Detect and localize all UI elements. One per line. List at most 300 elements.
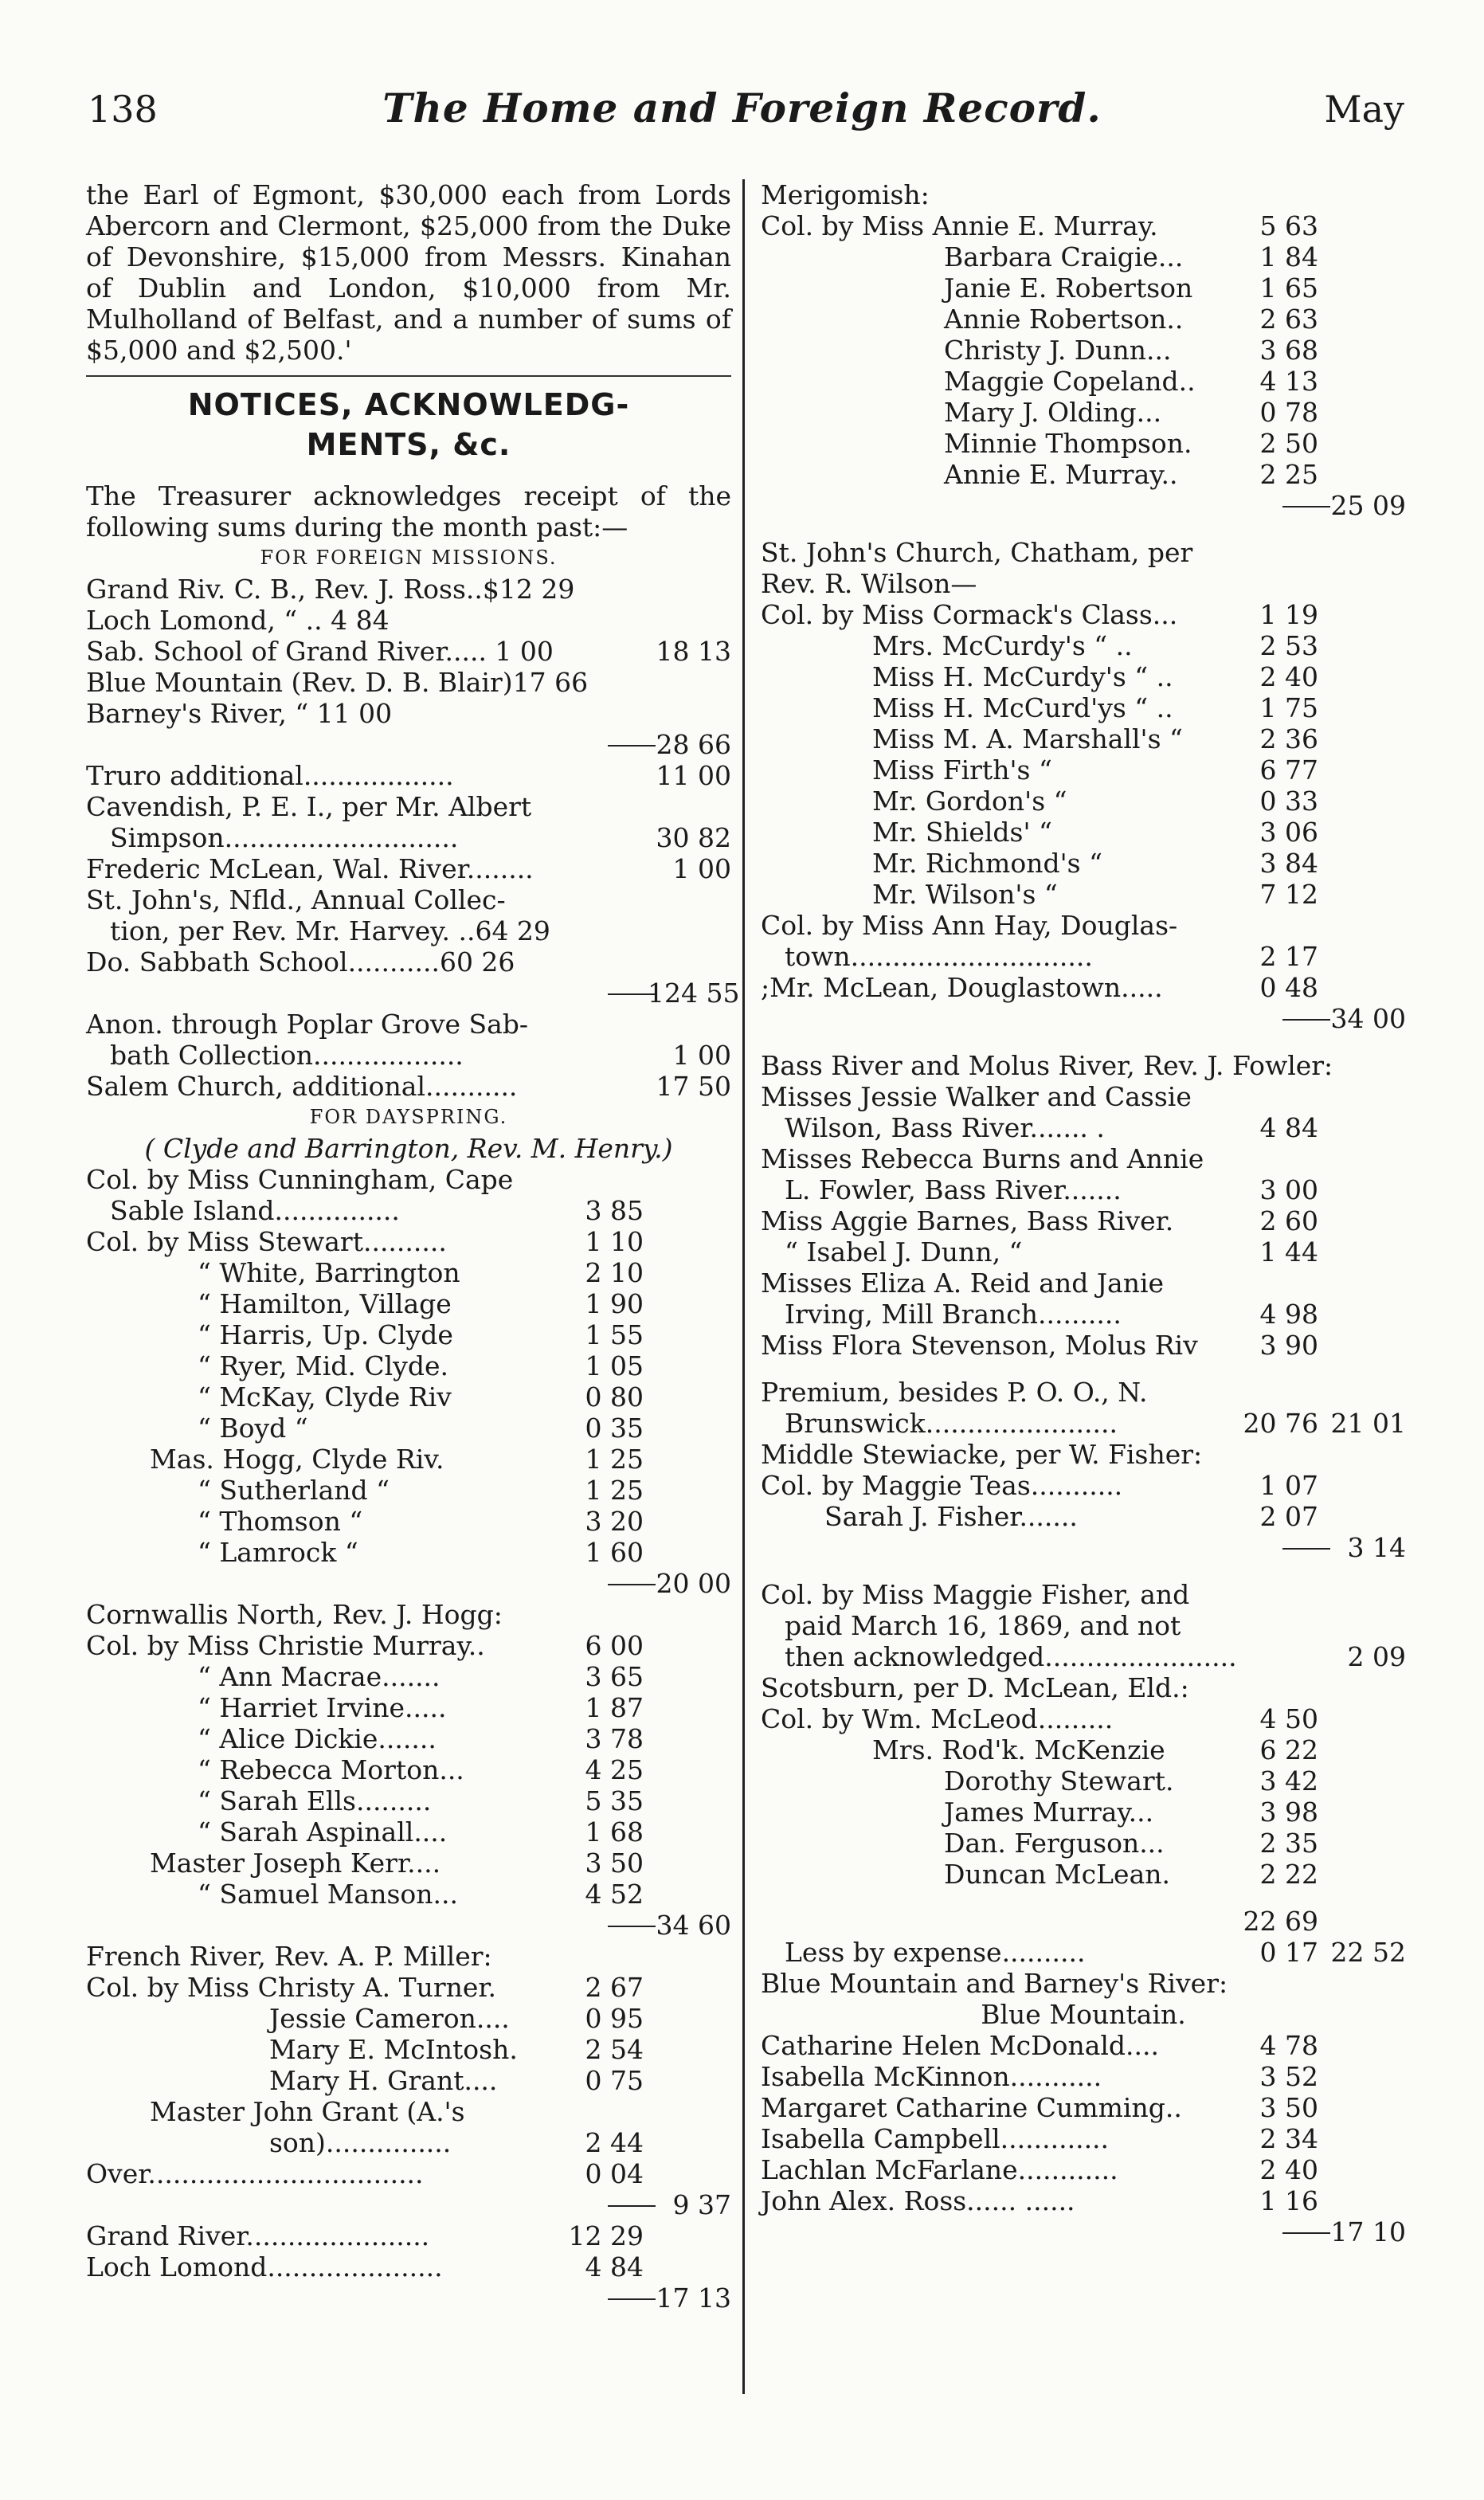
ledger-row xyxy=(761,1579,1406,1610)
ledger-row xyxy=(86,1195,731,1226)
ledger-row xyxy=(86,1257,731,1288)
row-label: Miss Flora Stevenson, Molus Riv xyxy=(761,1330,1198,1361)
amount: 0 17 xyxy=(1259,1937,1318,1968)
row-label: “ White, Barrington xyxy=(198,1257,460,1288)
amount: 2 35 xyxy=(1259,1828,1318,1859)
row-label: then acknowledged....................... xyxy=(785,1641,1237,1672)
ledger-row xyxy=(761,630,1406,661)
ledger-row xyxy=(761,1377,1406,1408)
row-label: Mary E. McIntosh. xyxy=(269,2034,518,2065)
ledger-row xyxy=(761,1968,1406,1999)
ledger-row xyxy=(761,1734,1406,1765)
subsection-title xyxy=(761,1999,1406,2030)
total-amount: 17 13 xyxy=(656,2283,731,2314)
amount: 4 13 xyxy=(1259,366,1318,397)
ledger-row xyxy=(761,1268,1406,1299)
subtotal-row xyxy=(86,1910,731,1941)
ledger-row xyxy=(761,1205,1406,1236)
section-heading: MENTS, &c. xyxy=(306,427,511,462)
ledger-row xyxy=(761,272,1406,304)
ledger-row xyxy=(86,915,731,946)
row-label: “ Lamrock “ xyxy=(198,1537,358,1568)
row-label: Irving, Mill Branch.......... xyxy=(785,1299,1122,1330)
ledger-row xyxy=(86,1941,731,1972)
ledger-row xyxy=(761,817,1406,848)
amount: 1 84 xyxy=(1259,241,1318,272)
amount: 0 48 xyxy=(1259,972,1318,1003)
amount: 2 22 xyxy=(1259,1859,1318,1890)
amount: 0 35 xyxy=(585,1413,644,1444)
row-label: Rev. R. Wilson— xyxy=(761,568,977,599)
total-amount: 34 60 xyxy=(656,1910,731,1941)
ledger-row xyxy=(86,1071,731,1102)
ledger-row xyxy=(86,1630,731,1661)
row-label: Col. by Miss Annie E. Murray. xyxy=(761,210,1158,241)
ledger-row xyxy=(761,1470,1406,1501)
ledger-row xyxy=(761,537,1406,568)
amount: 0 80 xyxy=(585,1381,644,1413)
ledger-row xyxy=(761,1050,1406,1081)
row-label: Barney's River, “ 11 00 xyxy=(86,698,393,729)
amount: 3 84 xyxy=(1259,848,1318,879)
row-label: St. John's Church, Chatham, per xyxy=(761,537,1193,568)
amount: 2 36 xyxy=(1259,723,1318,754)
row-label: “ Sarah Ells......... xyxy=(198,1785,432,1816)
row-label: Anon. through Poplar Grove Sab- xyxy=(86,1009,529,1040)
total-amount: 9 37 xyxy=(672,2189,731,2220)
amount: 3 52 xyxy=(1259,2061,1318,2092)
subtotal-row xyxy=(86,2283,731,2314)
ledger-row xyxy=(86,1288,731,1319)
row-label: bath Collection.................. xyxy=(110,1040,464,1071)
paragraph: The Treasurer acknowledges receipt of the following sums during the month past:— xyxy=(86,480,731,543)
column-divider xyxy=(742,179,745,2394)
section-heading: NOTICES, ACKNOWLEDG- xyxy=(187,387,630,422)
ledger-row xyxy=(86,2220,731,2251)
amount: 4 84 xyxy=(585,2251,644,2283)
amount: 4 78 xyxy=(1259,2030,1318,2061)
row-label: Maggie Copeland.. xyxy=(944,366,1196,397)
issue-month: May xyxy=(1324,88,1404,131)
row-label: Catharine Helen McDonald.... xyxy=(761,2030,1160,2061)
ledger-row xyxy=(86,2127,731,2158)
ledger-row xyxy=(761,1143,1406,1174)
ledger-row xyxy=(86,1754,731,1785)
ledger-row xyxy=(86,1599,731,1630)
ledger-row xyxy=(761,1906,1406,1937)
amount: 2 53 xyxy=(1259,630,1318,661)
ledger-row xyxy=(86,1816,731,1848)
ledger-row xyxy=(761,568,1406,599)
amount: 1 07 xyxy=(1259,1470,1318,1501)
ledger-row xyxy=(86,698,731,729)
ledger-row xyxy=(86,1848,731,1879)
row-label: Cornwallis North, Rev. J. Hogg: xyxy=(86,1599,503,1630)
row-label: Dorothy Stewart. xyxy=(944,1765,1174,1797)
row-label: Mr. Wilson's “ xyxy=(872,879,1058,910)
row-label: Sab. School of Grand River..... 1 00 xyxy=(86,636,554,667)
total-amount: 22 52 xyxy=(1330,1937,1406,1968)
page-header xyxy=(0,0,1484,139)
row-label: Col. by Wm. McLeod......... xyxy=(761,1703,1114,1734)
row-label: Annie Robertson.. xyxy=(944,304,1184,335)
total-amount: 30 82 xyxy=(656,822,731,853)
amount: 4 98 xyxy=(1259,1299,1318,1330)
row-label: son)............... xyxy=(269,2127,452,2158)
total-amount: 34 00 xyxy=(1330,1003,1406,1034)
row-label: Janie E. Robertson xyxy=(944,272,1193,304)
row-label: Loch Lomond, “ .. 4 84 xyxy=(86,605,390,636)
row-label: “ McKay, Clyde Riv xyxy=(198,1381,452,1413)
row-label: French River, Rev. A. P. Miller: xyxy=(86,1941,492,1972)
row-label: town............................. xyxy=(785,941,1093,972)
row-label: “ Harriet Irvine..... xyxy=(198,1692,447,1723)
amount: 4 52 xyxy=(585,1879,644,1910)
subtotal-row xyxy=(86,2189,731,2220)
amount: 1 65 xyxy=(1259,272,1318,304)
row-label: “ Thomson “ xyxy=(198,1506,363,1537)
total-amount: 20 00 xyxy=(656,1568,731,1599)
ledger-row xyxy=(86,1444,731,1475)
total-amount: 1 00 xyxy=(672,1040,731,1071)
row-label: “ Boyd “ xyxy=(198,1413,308,1444)
amount: 20 76 xyxy=(1243,1408,1318,1439)
ledger-row xyxy=(761,1797,1406,1828)
ledger-row xyxy=(761,786,1406,817)
amount: 4 50 xyxy=(1259,1703,1318,1734)
ledger-row xyxy=(86,1972,731,2003)
left-column xyxy=(86,179,740,2314)
ledger-row xyxy=(761,2030,1406,2061)
amount: 0 78 xyxy=(1259,397,1318,428)
ledger-row xyxy=(86,2251,731,2283)
row-label: Brunswick....................... xyxy=(785,1408,1118,1439)
ledger-row xyxy=(86,1692,731,1723)
ledger-row xyxy=(86,791,731,822)
total-amount: 17 10 xyxy=(1330,2216,1406,2247)
row-label: Miss H. McCurdy's “ .. xyxy=(872,661,1173,692)
ledger-row xyxy=(761,1828,1406,1859)
amount: 3 00 xyxy=(1259,1174,1318,1205)
row-label: Margaret Catharine Cumming.. xyxy=(761,2092,1182,2123)
row-label: Annie E. Murray.. xyxy=(944,459,1178,490)
subtotal-row xyxy=(761,1532,1406,1563)
ledger-row xyxy=(761,754,1406,786)
amount: 22 69 xyxy=(1243,1906,1318,1937)
row-label: Simpson............................ xyxy=(110,822,459,853)
amount: 2 07 xyxy=(1259,1501,1318,1532)
amount: 2 50 xyxy=(1259,428,1318,459)
amount: 4 84 xyxy=(1259,1112,1318,1143)
total-amount: 28 66 xyxy=(656,729,731,760)
row-label: tion, per Rev. Mr. Harvey. ..64 29 xyxy=(110,915,550,946)
row-label: Mary J. Olding... xyxy=(944,397,1162,428)
section-rule xyxy=(86,375,731,377)
ledger-row xyxy=(86,1381,731,1413)
row-label: Mr. Gordon's “ xyxy=(872,786,1067,817)
amount: 2 40 xyxy=(1259,661,1318,692)
amount: 1 87 xyxy=(585,1692,644,1723)
publication-title: The Home and Foreign Record. xyxy=(382,84,1102,131)
ledger-row xyxy=(86,1226,731,1257)
ledger-row xyxy=(86,1537,731,1568)
amount: 2 67 xyxy=(585,1972,644,2003)
total-amount: 17 50 xyxy=(656,1071,731,1102)
ledger-row xyxy=(761,723,1406,754)
amount: 2 40 xyxy=(1259,2154,1318,2185)
amount: 2 44 xyxy=(585,2127,644,2158)
ledger-row xyxy=(86,822,731,853)
ledger-row xyxy=(761,210,1406,241)
subsection-note: ( Clyde and Barrington, Rev. M. Henry.) xyxy=(144,1133,673,1164)
row-label: Cavendish, P. E. I., per Mr. Albert xyxy=(86,791,532,822)
amount: 3 20 xyxy=(585,1506,644,1537)
ledger-row xyxy=(761,459,1406,490)
row-label: Col. by Miss Cunningham, Cape xyxy=(86,1164,514,1195)
ledger-row xyxy=(761,661,1406,692)
row-label: Scotsburn, per D. McLean, Eld.: xyxy=(761,1672,1189,1703)
ledger-row xyxy=(86,1506,731,1537)
ledger-row xyxy=(86,1723,731,1754)
amount: 2 34 xyxy=(1259,2123,1318,2154)
ledger-row xyxy=(761,1236,1406,1268)
paragraph: the Earl of Egmont, $30,000 each from Lords Abercorn and Clermont, $25,000 from the Duke of Devonshire, $15,000 from Messrs. Kinahan of Dublin and London, $10,000 from Mr. Mulholland of Belfast, and a number of sums of $5,000 and $2,500.' xyxy=(86,179,731,366)
row-label: Misses Rebecca Burns and Annie xyxy=(761,1143,1204,1174)
spacer xyxy=(86,464,731,480)
total-amount: 18 13 xyxy=(656,636,731,667)
amount: 1 05 xyxy=(585,1350,644,1381)
amount: 5 35 xyxy=(585,1785,644,1816)
ledger-row xyxy=(761,2123,1406,2154)
row-label: Col. by Miss Ann Hay, Douglas- xyxy=(761,910,1178,941)
row-label: James Murray... xyxy=(944,1797,1154,1828)
ledger-row xyxy=(761,2154,1406,2185)
amount: 2 25 xyxy=(1259,459,1318,490)
ledger-row xyxy=(761,179,1406,210)
ledger-row xyxy=(86,605,731,636)
row-label: “ Isabel J. Dunn, “ xyxy=(785,1236,1023,1268)
row-label: Misses Eliza A. Reid and Janie xyxy=(761,1268,1165,1299)
ledger-row xyxy=(761,1937,1406,1968)
amount: 1 90 xyxy=(585,1288,644,1319)
ledger-row xyxy=(761,1672,1406,1703)
ledger-row xyxy=(86,1879,731,1910)
row-label: Do. Sabbath School...........60 26 xyxy=(86,946,515,978)
ledger-row xyxy=(761,1501,1406,1532)
row-label: Miss H. McCurd'ys “ .. xyxy=(872,692,1173,723)
amount: 3 65 xyxy=(585,1661,644,1692)
amount: 6 22 xyxy=(1259,1734,1318,1765)
ledger-row xyxy=(86,1040,731,1071)
total-amount: 25 09 xyxy=(1330,490,1406,521)
ledger-row xyxy=(761,692,1406,723)
ledger-row xyxy=(86,1475,731,1506)
amount: 3 42 xyxy=(1259,1765,1318,1797)
ledger-row xyxy=(761,848,1406,879)
ledger-row xyxy=(86,884,731,915)
row-label: Col. by Miss Maggie Fisher, and xyxy=(761,1579,1190,1610)
amount: 3 78 xyxy=(585,1723,644,1754)
ledger-row xyxy=(86,2158,731,2189)
row-label: Isabella McKinnon........... xyxy=(761,2061,1102,2092)
total-amount: 2 09 xyxy=(1347,1641,1406,1672)
right-column xyxy=(761,179,1406,2247)
total-amount: 1 00 xyxy=(672,853,731,884)
row-label: “ Sarah Aspinall.... xyxy=(198,1816,448,1848)
amount: 3 98 xyxy=(1259,1797,1318,1828)
ledger-row xyxy=(761,972,1406,1003)
amount: 0 33 xyxy=(1259,786,1318,817)
row-label: Over................................. xyxy=(86,2158,424,2189)
subsection-heading: FOR FOREIGN MISSIONS. xyxy=(260,547,558,569)
amount: 4 25 xyxy=(585,1754,644,1785)
amount: 1 44 xyxy=(1259,1236,1318,1268)
subsection-title-text: Blue Mountain. xyxy=(981,1999,1186,2030)
amount: 1 16 xyxy=(1259,2185,1318,2216)
row-label: “ Rebecca Morton... xyxy=(198,1754,464,1785)
row-label: Mas. Hogg, Clyde Riv. xyxy=(150,1444,444,1475)
row-label: Mr. Richmond's “ xyxy=(872,848,1102,879)
amount: 3 68 xyxy=(1259,335,1318,366)
row-label: Wilson, Bass River....... . xyxy=(785,1112,1105,1143)
row-label: Col. by Miss Christy A. Turner. xyxy=(86,1972,497,2003)
row-label: Grand River...................... xyxy=(86,2220,430,2251)
spacer xyxy=(761,1034,1406,1050)
ledger-row xyxy=(86,1164,731,1195)
row-label: Loch Lomond..................... xyxy=(86,2251,443,2283)
row-label: Master Joseph Kerr.... xyxy=(150,1848,441,1879)
ledger-row xyxy=(86,2034,731,2065)
row-label: Minnie Thompson. xyxy=(944,428,1192,459)
ledger-row xyxy=(761,366,1406,397)
ledger-row xyxy=(761,1299,1406,1330)
ledger-row xyxy=(86,1350,731,1381)
row-label: Col. by Maggie Teas........... xyxy=(761,1470,1123,1501)
ledger-row xyxy=(761,1330,1406,1361)
ledger-row xyxy=(86,1661,731,1692)
amount: 0 95 xyxy=(585,2003,644,2034)
amount: 1 55 xyxy=(585,1319,644,1350)
row-label: Bass River and Molus River, Rev. J. Fowler: xyxy=(761,1050,1333,1081)
amount: 3 90 xyxy=(1259,1330,1318,1361)
ledger-row xyxy=(761,397,1406,428)
ledger-row xyxy=(86,1785,731,1816)
row-label: Dan. Ferguson... xyxy=(944,1828,1165,1859)
row-label: Barbara Craigie... xyxy=(944,241,1184,272)
ledger-row xyxy=(761,910,1406,941)
spacer xyxy=(761,1890,1406,1906)
amount: 1 25 xyxy=(585,1475,644,1506)
row-label: Miss Aggie Barnes, Bass River. xyxy=(761,1205,1174,1236)
amount: 1 60 xyxy=(585,1537,644,1568)
row-label: L. Fowler, Bass River....... xyxy=(785,1174,1122,1205)
ledger-row xyxy=(761,2061,1406,2092)
ledger-row xyxy=(761,1765,1406,1797)
amount: 1 19 xyxy=(1259,599,1318,630)
row-label: Misses Jessie Walker and Cassie xyxy=(761,1081,1192,1112)
ledger-row xyxy=(86,667,731,698)
subtotal-row xyxy=(86,978,740,1009)
amount: 7 12 xyxy=(1259,879,1318,910)
row-label: Isabella Campbell............. xyxy=(761,2123,1110,2154)
amount: 12 29 xyxy=(568,2220,644,2251)
row-label: Middle Stewiacke, per W. Fisher: xyxy=(761,1439,1203,1470)
ledger-row xyxy=(761,1112,1406,1143)
ledger-row xyxy=(761,2092,1406,2123)
row-label: Col. by Miss Cormack's Class... xyxy=(761,599,1178,630)
row-label: Less by expense.......... xyxy=(785,1937,1086,1968)
row-label: “ Sutherland “ xyxy=(198,1475,390,1506)
ledger-row xyxy=(86,1413,731,1444)
row-label: Salem Church, additional........... xyxy=(86,1071,518,1102)
page-number: 138 xyxy=(88,88,158,131)
subtotal-row xyxy=(761,490,1406,521)
amount: 3 50 xyxy=(585,1848,644,1879)
spacer xyxy=(761,521,1406,537)
amount: 1 10 xyxy=(585,1226,644,1257)
ledger-row xyxy=(761,1174,1406,1205)
row-label: Premium, besides P. O. O., N. xyxy=(761,1377,1148,1408)
row-label: ;Mr. McLean, Douglastown..... xyxy=(761,972,1163,1003)
total-amount: 11 00 xyxy=(656,760,731,791)
row-label: Merigomish: xyxy=(761,179,930,210)
ledger-row xyxy=(761,1408,1406,1439)
row-label: “ Ryer, Mid. Clyde. xyxy=(198,1350,448,1381)
total-amount: 124 55 xyxy=(648,978,740,1009)
ledger-row xyxy=(761,335,1406,366)
row-label: paid March 16, 1869, and not xyxy=(785,1610,1181,1641)
ledger-row xyxy=(86,2065,731,2096)
row-label: “ Samuel Manson... xyxy=(198,1879,459,1910)
row-label: Frederic McLean, Wal. River........ xyxy=(86,853,534,884)
amount: 6 00 xyxy=(585,1630,644,1661)
amount: 1 68 xyxy=(585,1816,644,1848)
ledger-row xyxy=(86,1319,731,1350)
row-label: Christy J. Dunn... xyxy=(944,335,1172,366)
ledger-row xyxy=(86,2003,731,2034)
amount: 5 63 xyxy=(1259,210,1318,241)
amount: 2 63 xyxy=(1259,304,1318,335)
amount: 6 77 xyxy=(1259,754,1318,786)
amount: 2 17 xyxy=(1259,941,1318,972)
ledger-row xyxy=(86,636,731,667)
row-label: Duncan McLean. xyxy=(944,1859,1170,1890)
ledger-row xyxy=(86,946,731,978)
ledger-row xyxy=(761,599,1406,630)
ledger-row xyxy=(761,304,1406,335)
subtotal-row xyxy=(86,729,731,760)
amount: 1 75 xyxy=(1259,692,1318,723)
total-amount: 21 01 xyxy=(1330,1408,1406,1439)
ledger-row xyxy=(86,2096,731,2127)
amount: 2 10 xyxy=(585,1257,644,1288)
row-label: Sable Island............... xyxy=(110,1195,400,1226)
ledger-row xyxy=(761,941,1406,972)
spacer xyxy=(761,1563,1406,1579)
ledger-row xyxy=(761,428,1406,459)
ledger-row xyxy=(761,1859,1406,1890)
row-label: Col. by Miss Stewart.......... xyxy=(86,1226,447,1257)
row-label: Jessie Cameron.... xyxy=(269,2003,510,2034)
row-label: Col. by Miss Christie Murray.. xyxy=(86,1630,485,1661)
row-label: “ Hamilton, Village xyxy=(198,1288,452,1319)
ledger-row xyxy=(761,1610,1406,1641)
amount: 3 06 xyxy=(1259,817,1318,848)
ledger-row xyxy=(86,760,731,791)
row-label: Mrs. McCurdy's “ .. xyxy=(872,630,1133,661)
amount: 0 75 xyxy=(585,2065,644,2096)
ledger-row xyxy=(86,1009,731,1040)
